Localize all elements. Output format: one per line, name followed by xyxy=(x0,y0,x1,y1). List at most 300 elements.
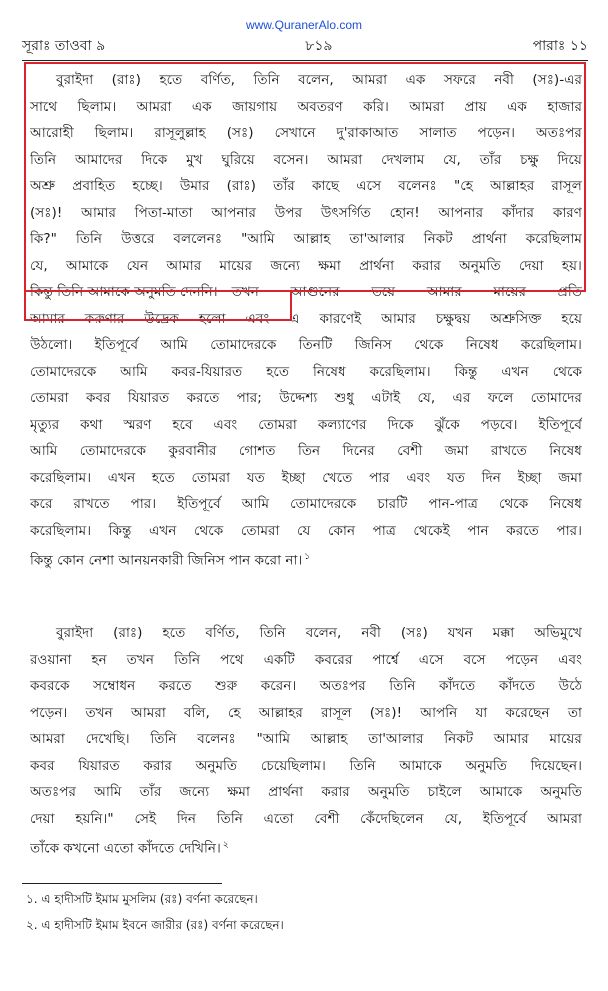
word: দেখেছি। xyxy=(85,731,130,747)
word: আমরা xyxy=(30,731,65,747)
text-line xyxy=(30,647,582,674)
text-continuation: তখন আগুনের ভয়ে আমার মায়ের প্রতি xyxy=(231,284,582,300)
word: যেন xyxy=(126,257,149,274)
word: ঘুরিয়ে xyxy=(221,151,255,168)
word: পড়েন। xyxy=(30,704,68,721)
text-line xyxy=(30,67,582,94)
word: বলেন, xyxy=(298,72,334,88)
word: চারটি xyxy=(377,496,408,512)
word: নিষেধ xyxy=(549,496,582,512)
word: কিন্তু xyxy=(454,363,478,380)
word: হতে xyxy=(266,363,290,380)
word: বসেন। xyxy=(273,151,309,168)
text-line xyxy=(30,385,582,412)
word: (রাঃ) xyxy=(113,625,143,641)
word: দেখলাম xyxy=(381,151,425,168)
word: হতে xyxy=(151,469,175,486)
word: এখন xyxy=(149,522,177,539)
word: কোন xyxy=(327,522,356,539)
word: আল্লাহ xyxy=(293,231,331,247)
word: পান-পাত্র xyxy=(428,496,478,512)
word: (সঃ) xyxy=(226,125,254,141)
word: আল্লাহ xyxy=(310,731,348,747)
word: জন্যে xyxy=(270,257,300,274)
word: অনুমতি xyxy=(367,784,410,800)
word: করেছিলাম। xyxy=(30,469,92,486)
word: যখন xyxy=(447,625,473,641)
word: তিনি xyxy=(216,810,243,827)
word: অশ্রু xyxy=(30,178,56,194)
text-line xyxy=(30,753,582,780)
word: চক্ষুদ্বয় xyxy=(435,310,471,327)
word: দু'রাকাআত xyxy=(336,125,399,141)
word: আমাকে xyxy=(479,784,523,800)
word: বর্ণিত, xyxy=(205,625,240,641)
word: গোশত xyxy=(238,443,276,459)
text-last-line: কিন্তু কোন নেশা আনয়নকারী জিনিস পান করো না। xyxy=(30,552,303,569)
word: করার xyxy=(143,757,172,774)
word: প্রার্থনা xyxy=(359,257,395,274)
word: তিনটি xyxy=(298,337,333,353)
word: তা'আলার xyxy=(349,231,405,247)
text-line xyxy=(30,832,582,859)
word: তিনি xyxy=(174,651,201,668)
text-line xyxy=(30,94,582,121)
word: চেয়েছিলাম। xyxy=(260,757,326,774)
word: দিন xyxy=(481,469,501,486)
footnotes xyxy=(26,886,586,938)
word: থেকে xyxy=(414,337,444,353)
surah-label: সূরাঃ তাওবা ৯ xyxy=(22,38,106,54)
word: যে, xyxy=(443,151,461,168)
word: দিকে xyxy=(141,151,168,168)
text-line xyxy=(30,465,582,492)
word: তোমাদেরকে xyxy=(210,337,277,353)
word: প্রায় xyxy=(464,98,487,115)
word: ইতিপূর্বে xyxy=(482,810,527,827)
footnote-marker-2: ২ xyxy=(222,840,229,850)
word: হতে xyxy=(162,625,186,641)
word: ইচ্ছা xyxy=(281,469,306,486)
word: আপনি xyxy=(420,704,458,721)
page-header xyxy=(22,34,588,61)
word: ইতিপূর্বে xyxy=(538,416,582,433)
word: তোমাদেরকে xyxy=(79,443,146,459)
word: আমার xyxy=(30,310,65,327)
page-number: ৮১৯ xyxy=(305,38,333,54)
word: তা'আলার xyxy=(368,731,424,747)
word: ইতিপূর্বে xyxy=(94,337,139,353)
word: যত xyxy=(246,469,265,486)
word: অনুমতি xyxy=(195,757,238,774)
word: রাখতে xyxy=(490,443,527,459)
word: হন xyxy=(91,651,107,668)
word: কল্যাণের xyxy=(317,416,367,433)
text-line xyxy=(30,200,582,227)
word: হয়ে xyxy=(561,310,582,327)
word: তাঁর xyxy=(273,178,295,194)
word: করতে xyxy=(158,678,192,694)
word: নিষেধ xyxy=(465,337,499,353)
text-line xyxy=(30,412,582,439)
word: সাথে xyxy=(30,98,58,115)
text-last-line: তাঁকে কখনো এতো কাঁদতে দেখিনি। xyxy=(30,840,221,857)
word: ছিলাম। xyxy=(77,98,117,115)
word: করতে xyxy=(186,390,220,406)
word: উদ্দেশ্য xyxy=(279,390,318,406)
word: কবর-যিয়ারত xyxy=(171,363,243,380)
word: দেয়া xyxy=(518,257,544,274)
word: আমার xyxy=(381,310,416,327)
word: পার। xyxy=(130,496,157,512)
word: প্রার্থনা xyxy=(471,231,507,247)
word: আমি xyxy=(241,496,270,512)
word: তিনি xyxy=(389,678,416,694)
footnote-1: ১. এ হাদীসটি ইমাম মুসলিম (রঃ) বর্ণনা করেছেন। xyxy=(26,892,258,906)
word: আমি xyxy=(120,363,148,380)
word: কিন্তু xyxy=(108,522,132,539)
word: করে xyxy=(30,496,53,512)
word: পড়বে। xyxy=(480,416,518,433)
word: হতে xyxy=(159,72,183,88)
word: কথা xyxy=(80,416,103,433)
word: কুরবানীর xyxy=(168,443,217,459)
para-label: পারাঃ ১১ xyxy=(532,38,588,54)
word: বেশী xyxy=(314,810,340,827)
word: অভিমুখে xyxy=(534,625,582,641)
word: আমার xyxy=(166,257,202,274)
word: মুখ xyxy=(186,151,203,168)
footnote-marker-1: ১ xyxy=(304,552,311,562)
word: তিনি xyxy=(253,72,280,88)
text-line xyxy=(30,147,582,174)
word: সম্বোধন xyxy=(93,678,136,694)
word: বেশী xyxy=(397,443,423,459)
word: তিনি xyxy=(259,625,286,641)
word: তিনি xyxy=(75,231,103,247)
word: শুরু xyxy=(215,678,238,694)
word: তিনি xyxy=(30,151,57,168)
word: আমি xyxy=(94,784,122,800)
word: তিন xyxy=(297,443,321,459)
word: আপনার xyxy=(438,204,484,221)
word: আমাকে xyxy=(65,257,109,274)
text-line xyxy=(30,279,582,306)
word: কারণ xyxy=(552,204,582,221)
word: বসে xyxy=(463,651,486,668)
word: প্রবাহিত xyxy=(72,178,116,194)
word: সেখানে xyxy=(274,125,316,141)
word: অনুমতি xyxy=(465,757,508,774)
word: পড়েন। xyxy=(477,125,515,141)
word: এতো xyxy=(263,810,294,827)
word: এক xyxy=(191,98,212,115)
word: বুরাইদা xyxy=(56,625,94,641)
word: ক্ষমা xyxy=(318,257,341,274)
word: কবরের xyxy=(314,651,353,668)
word: থেকেই xyxy=(413,522,450,539)
word: বর্ণিত, xyxy=(200,72,235,88)
word: মক্কা xyxy=(492,625,515,641)
word: (সঃ)-এর xyxy=(532,72,582,88)
word: এক xyxy=(507,98,527,115)
word: মায়ের xyxy=(219,257,252,274)
word: উমার xyxy=(179,178,210,194)
word: উঠলো। xyxy=(30,337,73,353)
word: করেছেন xyxy=(505,704,550,721)
word: বলেনঃ xyxy=(197,731,236,747)
word: যে, xyxy=(30,257,48,274)
word: বললেনঃ xyxy=(173,231,223,247)
word: করেছিলাম। xyxy=(520,337,582,353)
word: তোমরা xyxy=(258,416,297,433)
word: করেছিলাম। xyxy=(30,522,92,539)
text-line xyxy=(30,700,582,727)
word: নিকট xyxy=(444,731,474,747)
text-line xyxy=(30,438,582,465)
hadith-paragraph-1 xyxy=(30,67,582,571)
word: করার xyxy=(321,784,350,800)
word: এসে xyxy=(418,651,444,668)
word: উৎসর্গিত xyxy=(320,204,371,221)
word: হয়। xyxy=(561,257,582,274)
word: পার xyxy=(369,469,390,486)
text-line xyxy=(30,620,582,647)
text-line xyxy=(30,491,582,518)
hadith-paragraph-2 xyxy=(30,620,582,859)
word: জন্যে xyxy=(179,784,210,800)
word: হলো xyxy=(198,310,226,327)
word: হে xyxy=(227,704,241,721)
word: আমি xyxy=(30,443,58,459)
word: তোমাদেরকে xyxy=(290,496,357,512)
word: অবতরণ xyxy=(297,98,343,115)
word: হবে xyxy=(172,416,193,433)
word: আমি xyxy=(160,337,188,353)
word: প্রার্থনা xyxy=(268,784,304,800)
word: সফরে xyxy=(443,72,476,88)
text-line xyxy=(30,518,582,545)
word: আমরা xyxy=(130,704,166,721)
word: অতঃপর xyxy=(319,678,366,694)
word: বুরাইদা xyxy=(56,72,94,88)
word: (রাঃ) xyxy=(111,72,141,88)
word: সালাত xyxy=(419,125,457,141)
word: এখন xyxy=(501,363,529,380)
word: সেই xyxy=(134,810,157,827)
word: উপর xyxy=(274,204,303,221)
word: অতঃপর xyxy=(535,125,582,141)
watermark: www.QuranerAlo.com xyxy=(245,18,363,32)
word: দিনের xyxy=(342,443,375,459)
word: কাছে xyxy=(311,178,340,194)
word: নিকট xyxy=(423,231,453,247)
word: আমরা xyxy=(136,98,172,115)
word: পার; xyxy=(236,390,262,406)
word: করার xyxy=(412,257,441,274)
word: করেছিলাম xyxy=(525,231,582,247)
highlighted-phrase: কিন্তু তিনি আমাকে অনুমতি দেননি। xyxy=(30,284,218,300)
word: যে, xyxy=(417,390,436,406)
word: রাসূল xyxy=(321,704,352,721)
text-line xyxy=(30,806,582,833)
word: (সঃ)! xyxy=(369,704,403,721)
word: আমার xyxy=(81,204,116,221)
word: তোমরা xyxy=(240,522,280,539)
word: রাখতে xyxy=(73,496,110,512)
word: দেয়া xyxy=(30,810,55,827)
word: তোমরা xyxy=(30,390,69,406)
word: নিষেধ xyxy=(549,443,582,459)
word: তিনি xyxy=(349,757,376,774)
text-line xyxy=(30,726,582,753)
word: কাঁদতে xyxy=(498,678,536,694)
text-line xyxy=(30,306,582,333)
word: থেকে xyxy=(552,363,582,380)
word: পার। xyxy=(556,522,582,539)
word: আমরা xyxy=(409,98,445,115)
word: তিনি xyxy=(150,731,177,747)
word: নিষেধ xyxy=(313,363,346,380)
word: "আমি xyxy=(241,231,275,247)
text-line xyxy=(30,673,582,700)
word: অনুমতি xyxy=(459,257,501,274)
word: জিনিস xyxy=(354,337,392,353)
word: উদ্রেক xyxy=(144,310,179,327)
text-line xyxy=(30,332,582,359)
word: করি। xyxy=(363,98,389,115)
word: কারণেই xyxy=(319,310,362,327)
word: পাত্র xyxy=(372,522,396,539)
word: উঠে xyxy=(558,678,582,694)
word: করেন। xyxy=(260,678,297,694)
word: হয়নি।" xyxy=(75,810,114,827)
word: এবং xyxy=(558,651,582,668)
word: এখন xyxy=(107,469,136,486)
word: নবী xyxy=(361,625,381,641)
word: আপনার xyxy=(211,204,256,221)
word: এটাই xyxy=(371,390,401,406)
word: আরোহী xyxy=(30,125,74,141)
word: আমরা xyxy=(352,72,388,88)
text-line xyxy=(30,226,582,253)
word: উত্তরে xyxy=(121,231,155,247)
word: যিয়ারত xyxy=(127,390,170,406)
word: তোমাদেরকে xyxy=(30,363,97,380)
word: ফলে xyxy=(487,390,514,406)
word: এবং xyxy=(245,310,270,327)
text-line xyxy=(30,173,582,200)
word: অনুমতি xyxy=(540,784,582,800)
word: নবী xyxy=(494,72,514,88)
word: কবর xyxy=(30,757,55,774)
word: তখন xyxy=(85,704,113,721)
word: আল্লাহর xyxy=(490,178,535,194)
word: জমা xyxy=(558,469,582,486)
word: ইচ্ছা xyxy=(517,469,542,486)
text-line xyxy=(30,359,582,386)
word: যে, xyxy=(444,810,463,827)
word: পার্শ্বে xyxy=(372,651,399,668)
word: কাঁদার xyxy=(501,204,534,221)
word: রাসূল xyxy=(551,178,582,194)
word: জায়গায় xyxy=(232,98,278,115)
word: তা xyxy=(567,704,582,721)
word: দিন xyxy=(176,810,196,827)
word: (রাঃ) xyxy=(226,178,256,194)
word: আমরা xyxy=(327,151,363,168)
word: চক্ষু xyxy=(520,151,539,168)
word: মৃত্যুর xyxy=(30,416,60,433)
word: পান xyxy=(467,522,489,539)
word: দিয়ে xyxy=(557,151,582,168)
word: হোন! xyxy=(389,204,420,221)
word: চাইলে xyxy=(427,784,462,800)
word: ক্ষমা xyxy=(227,784,250,800)
word: রাসূলুল্লাহ xyxy=(154,125,206,141)
word: তাঁর xyxy=(139,784,162,800)
text-line xyxy=(30,779,582,806)
word: স্মরণ xyxy=(123,416,152,433)
text-line xyxy=(30,544,582,571)
word: এক xyxy=(405,72,426,88)
word: (সঃ)! xyxy=(30,204,63,221)
word: বলেন, xyxy=(305,625,342,641)
word: যে xyxy=(297,522,311,539)
word: থেকে xyxy=(193,522,224,539)
word: একটি xyxy=(263,651,295,668)
word: রওয়ানা xyxy=(30,651,72,668)
word: তোমরা xyxy=(191,469,231,486)
word: মায়ের xyxy=(549,731,582,747)
word: তোমাদের xyxy=(530,390,582,406)
word: পড়েন xyxy=(505,651,539,668)
word: হচ্ছে। xyxy=(132,178,163,194)
word: এসে xyxy=(356,178,382,194)
word: তাঁর xyxy=(479,151,502,168)
footnote-2: ২. এ হাদীসটি ইমাম ইবনে জারীর (রঃ) বর্ণনা করেছেন। xyxy=(26,918,284,932)
word: করতে xyxy=(506,522,539,539)
word: বলেনঃ xyxy=(398,178,437,194)
word: যিয়ারত xyxy=(78,757,120,774)
word: কবরকে xyxy=(30,678,70,694)
word: আমাকে xyxy=(399,757,442,774)
word: জমা xyxy=(444,443,469,459)
word: এ xyxy=(289,310,300,327)
word: "হে xyxy=(454,178,473,194)
text-line xyxy=(30,120,582,147)
word: আমাদের xyxy=(74,151,123,168)
word: ঝুঁকে xyxy=(434,416,460,433)
word: অতঃপর xyxy=(30,784,76,800)
word: পথে xyxy=(220,651,244,668)
word: শুধু xyxy=(334,390,355,406)
word: আমরা xyxy=(547,810,582,827)
word: ছিলাম। xyxy=(94,125,134,141)
word: করেছিলাম। xyxy=(369,363,431,380)
word: পিতা-মাতা xyxy=(134,204,193,221)
word: "আমি xyxy=(256,731,291,747)
word: ইতিপূর্বে xyxy=(177,496,221,512)
word: অশ্রুসিক্ত xyxy=(490,310,542,327)
word: থেকে xyxy=(498,496,529,512)
word: এর xyxy=(452,390,471,406)
word: দিকে xyxy=(387,416,414,433)
footnote-divider xyxy=(22,883,222,884)
word: কাঁদতে xyxy=(438,678,476,694)
word: খেতে xyxy=(322,469,353,486)
word: বলি, xyxy=(183,704,210,721)
